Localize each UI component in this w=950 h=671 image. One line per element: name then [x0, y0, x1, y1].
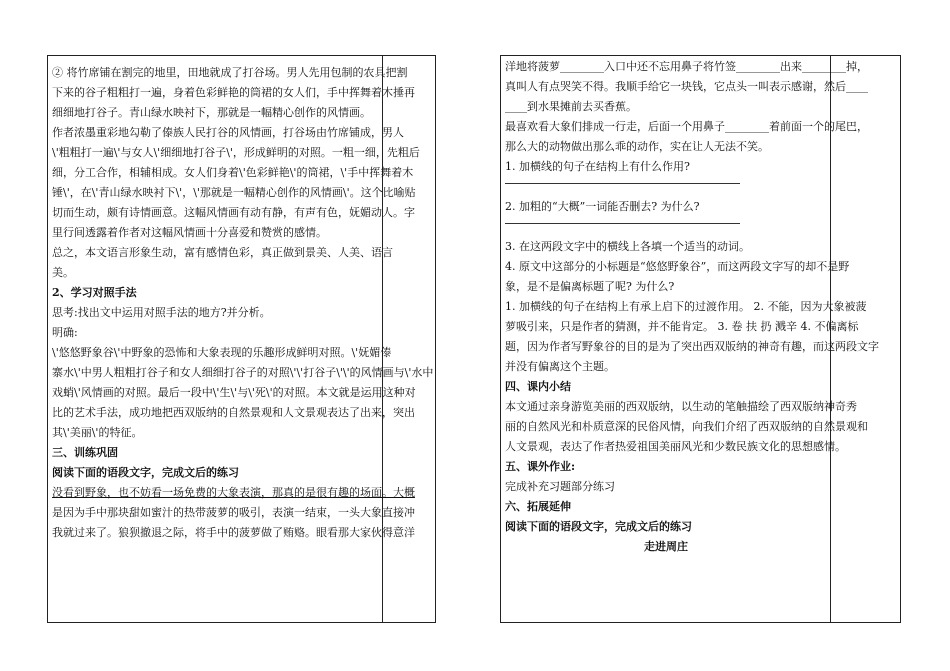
- right-text-line: 完成补充习题部分练习: [505, 480, 615, 493]
- right-text-line: 人文景观，表达了作者热爱祖国美丽风光和少数民族文化的思想感情。: [505, 440, 846, 453]
- right-text-line: 本文通过亲身游览美丽的西双版纳，以生动的笔触描绘了西双版纳神奇秀: [505, 400, 857, 413]
- right-text-line: 洋地将菠萝________入口中还不忘用鼻子将竹签________出来________掉，: [505, 60, 868, 73]
- left-text-line: ② 将竹席铺在割完的地里，田地就成了打谷场。男人先用包制的农具把割: [52, 66, 408, 79]
- left-text-line: 2、学习对照手法: [52, 286, 137, 299]
- left-text-line: 切而生动，颇有诗情画意。这幅风情画有动有静，有声有色，妩媚动人。字: [52, 206, 415, 219]
- right-table-column-divider: [830, 56, 831, 622]
- right-text-line: 并没有偏离这个主题。: [505, 360, 615, 373]
- left-text-line: 里行间透露着作者对这幅风情画十分喜爱和赞赏的感情。: [52, 226, 327, 239]
- right-text-line: 六、拓展延伸: [505, 500, 571, 513]
- right-text-line: 题，因为作者写野象谷的目的是为了突出西双版纳的神奇有趣，而这两段文字: [505, 340, 879, 353]
- left-text-line: 是因为手中那块甜如蜜汁的热带菠萝的吸引，表演一结束，一头大象直接冲: [52, 506, 415, 519]
- left-text-line: 寨水\'中男人粗粗打谷子和女人细细打谷子的对照\'\'打谷子\'\'的风情画与\'水中: [52, 366, 434, 379]
- left-text-line: 作者浓墨重彩地勾勒了傣族人民打谷的风情画，打谷场由竹席铺成，男人: [52, 126, 404, 139]
- right-text-line: 2. 加粗的“大概”一词能否删去? 为什么?: [505, 200, 700, 213]
- left-text-line: 思考:找出文中运用对照手法的地方?并分析。: [52, 306, 271, 319]
- right-text-line: 四、课内小结: [505, 380, 571, 393]
- left-text-line: \'粗粗打一遍\'与女人\'细细地打谷子\'，形成鲜明的对照。一粗一细，先粗后: [52, 146, 420, 159]
- left-text-line: 我就过来了。狼狈撤退之际，将手中的菠萝做了贿赂。眼看那大家伙得意洋: [52, 526, 415, 539]
- right-text-line: 那么大的动物做出那么乖的动作，实在让人无法不笑。: [505, 140, 769, 153]
- right-text-line: 象，是不是偏离标题了呢? 为什么?: [505, 280, 675, 293]
- left-text-line: 总之，本文语言形象生动，富有感情色彩，真正做到景美、人美、语言: [52, 246, 393, 259]
- left-text-line: 细，分工合作，相辅相成。女人们身着\'色彩鲜艳\'的筒裙，\'手中挥舞着木: [52, 166, 414, 179]
- right-text-line: 4. 原文中这部分的小标题是“悠悠野象谷”，而这两段文字写的却不是野: [505, 260, 850, 273]
- left-text-line: 明确:: [52, 326, 78, 339]
- left-text-line: 比的艺术手法，成功地把西双版纳的自然景观和人文景观表达了出来，突出: [52, 406, 415, 419]
- left-text-line: 戏蛸\'风情画的对照。最后一段中\'生\'与\'死\'的对照。本文就是运用这种对: [52, 386, 416, 399]
- right-text-line: 阅读下面的语段文字，完成文后的练习: [505, 520, 692, 533]
- right-text-line: 丽的自然风光和朴质意深的民俗风情，向我们介绍了西双版纳的自然景观和: [505, 420, 868, 433]
- right-table: [500, 55, 901, 623]
- left-text-line: 其\'美丽\'的特征。: [52, 426, 143, 439]
- right-text-line: 最喜欢看大象们排成一行走，后面一个用鼻子________着前面一个的尾巴，: [505, 120, 868, 133]
- right-text-line: ____到水果摊前去买香蕉。: [505, 100, 637, 113]
- right-text-block: [505, 57, 879, 557]
- left-text-line: 下来的谷子粗粗打一遍，身着色彩鲜艳的筒裙的女人们，手中挥舞着木捶再: [52, 86, 415, 99]
- right-text-line: 五、课外作业:: [505, 460, 576, 473]
- left-table: [47, 55, 436, 623]
- left-text-line: \'悠悠野象谷\'中野象的恐怖和大象表现的乐趣形成鲜明对照。\'妩媚傣: [52, 346, 392, 359]
- left-text-line: 锤\'，在\'青山绿水映衬下\'，\'那就是一幅精心创作的风情画\'。这个比喻贴: [52, 186, 416, 199]
- right-text-line: 萝吸引来，只是作者的猜测，并不能肯定。 3. 卷 扶 扔 溅辛 4. 不偏离标: [505, 320, 859, 333]
- left-text-line: 三、训练巩固: [52, 446, 118, 459]
- answer-blank-line: [505, 183, 740, 184]
- right-text-line: 1. 加横线的句子在结构上有承上启下的过渡作用。 2. 不能，因为大象被菠: [505, 300, 867, 313]
- right-text-line: 走进周庄: [644, 540, 688, 553]
- left-text-block: [52, 63, 434, 543]
- left-text-line: 美。: [52, 266, 74, 279]
- right-text-line: 3. 在这两段文字中的横线上各填一个适当的动词。: [505, 240, 750, 253]
- left-text-line: 阅读下面的语段文字，完成文后的练习: [52, 466, 239, 479]
- left-text-line: 细细地打谷子。青山绿水映衬下，那就是一幅精心创作的风情画。: [52, 106, 371, 119]
- right-text-line: 1. 加横线的句子在结构上有什么作用?: [505, 160, 690, 173]
- answer-blank-line: [505, 223, 740, 224]
- right-text-line: 真叫人有点哭笑不得。我顺手给它一块钱，它点头一叫表示感谢，然后____: [505, 80, 868, 93]
- left-text-line: 没看到野象，也不妨看一场免费的大象表演，那真的是很有趣的场面。大概: [52, 486, 415, 499]
